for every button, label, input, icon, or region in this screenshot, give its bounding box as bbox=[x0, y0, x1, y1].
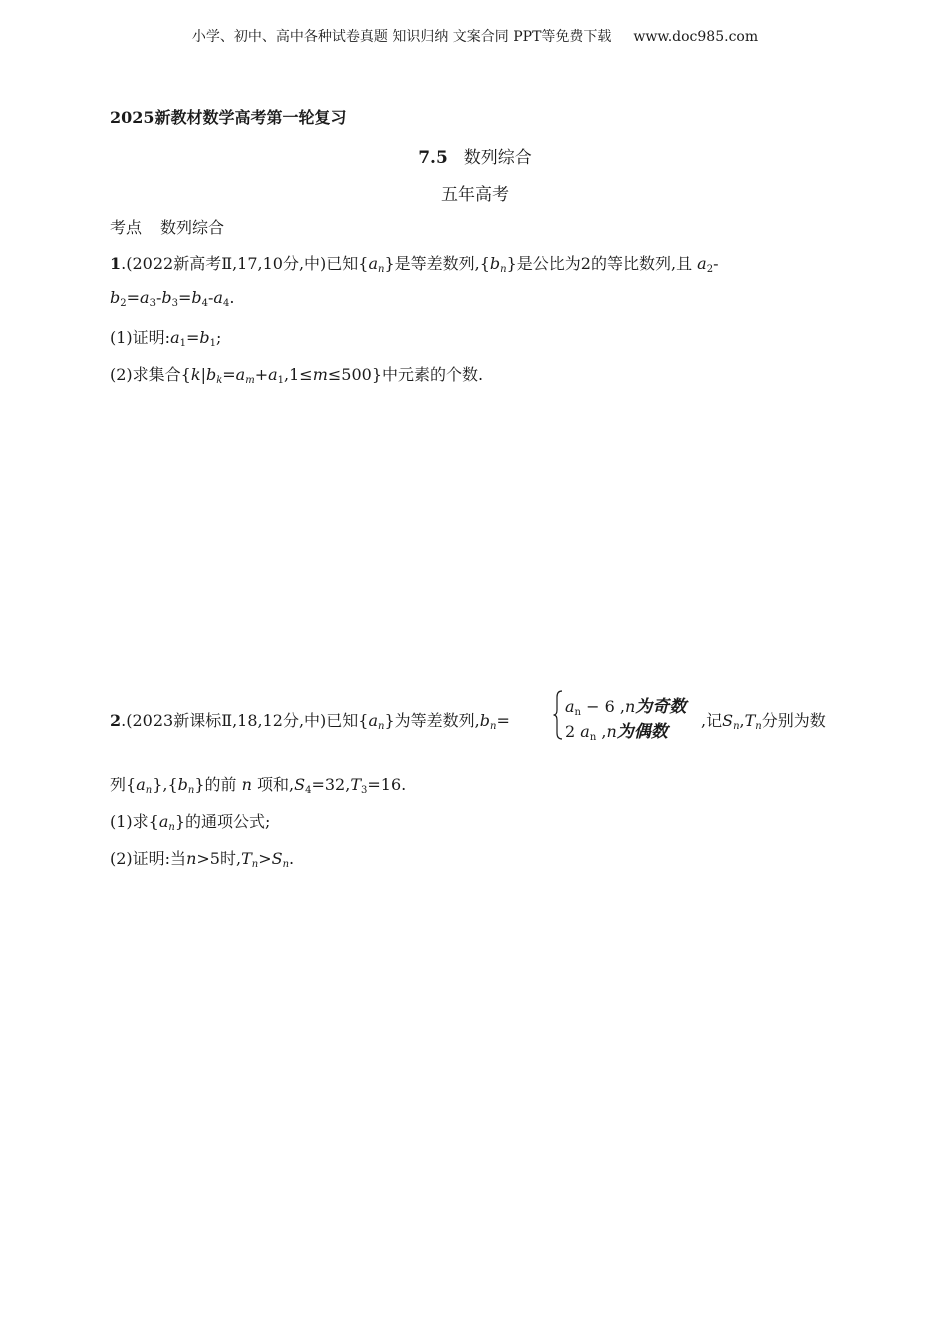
q2-text: },{ bbox=[152, 775, 178, 794]
q2-line-1a: 2.(2023新课标Ⅱ,18,12分,中)已知$\{a_n\}$为等差数列$,b_n=$ bbox=[110, 711, 510, 732]
q1-source: .(2022新高考Ⅱ,17,10分,中)已知{ bbox=[121, 254, 369, 273]
q2-number: 2 bbox=[110, 711, 122, 730]
knowledge-point bbox=[110, 215, 224, 238]
q2-text: }为等差数列, bbox=[384, 711, 480, 730]
q1-line-1: 1.(2022新高考Ⅱ,17,10分,中)已知$\{a_n\}$是等差数列$,\{b_n\}$是公比为2的等比数列,且 $a_2-$ bbox=[110, 254, 719, 275]
q2-part1-label: (1)求{ bbox=[110, 812, 159, 831]
case-odd-text: 为奇数 bbox=[635, 697, 687, 717]
piecewise-case-odd: $a_n - 6$ ,n为奇数 bbox=[565, 697, 687, 718]
q1-part2: (2)求集合$\{k|b_k=a_m+a_1,1\le m\le 500\}$中元素的个数. bbox=[110, 365, 484, 386]
knowledge-point-label: 考点 bbox=[110, 218, 143, 237]
q2-part1-end: }的通项公式; bbox=[174, 812, 271, 831]
q2-text: =32, bbox=[311, 775, 351, 794]
section-number: 7.5 bbox=[418, 148, 448, 168]
q1-text: }是等差数列,{ bbox=[384, 254, 490, 273]
q2-part2: (2)证明:当n>5时$,T_n>S_n$. bbox=[110, 849, 295, 870]
piecewise-case-even: 2 $a_n$ ,n为偶数 bbox=[565, 722, 668, 743]
q2-text: }的前 bbox=[194, 775, 237, 794]
q1-text: }是公比为2的等比数列,且 bbox=[506, 254, 693, 273]
q2-line-2: 列$\{a_n\},\{b_n\}$的前 n 项和$,S_4=32,T_3=16$. bbox=[110, 775, 407, 796]
subtitle: 五年高考 bbox=[441, 185, 509, 205]
case-even-coef: 2 bbox=[565, 722, 576, 741]
q1-part1: (1)证明$:a_1=b_1$; bbox=[110, 328, 222, 349]
q1-part1-label: (1)证明: bbox=[110, 328, 171, 347]
q2-text: 列{ bbox=[110, 775, 137, 794]
q2-line-1b: ,记$S_n,T_n$分别为数 bbox=[701, 711, 826, 732]
q2-part2-mid: >5时, bbox=[196, 849, 242, 868]
q2-text: = bbox=[496, 711, 510, 730]
left-brace-icon bbox=[553, 690, 563, 740]
page-header bbox=[0, 26, 950, 46]
q2-part2-label: (2)证明:当 bbox=[110, 849, 187, 868]
piecewise-definition bbox=[553, 690, 703, 743]
section-title: 数列综合 bbox=[463, 148, 532, 168]
case-odd-expr: − 6 , bbox=[586, 697, 625, 716]
q1-line-2: $b_2=a_3-b_3=b_4-a_4$. bbox=[110, 288, 235, 309]
header-text: 小学、初中、高中各种试卷真题 知识归纳 文案合同 PPT等免费下载 bbox=[191, 29, 612, 45]
q1-number: 1 bbox=[110, 254, 122, 273]
book-title: 2025新教材数学高考第一轮复习 bbox=[110, 108, 347, 127]
q2-part1: (1)求$\{a_n\}$的通项公式; bbox=[110, 812, 271, 833]
section-heading bbox=[0, 143, 950, 168]
case-even-text: 为偶数 bbox=[616, 722, 668, 742]
q2-source: .(2023新课标Ⅱ,18,12分,中)已知{ bbox=[121, 711, 369, 730]
knowledge-point-title: 数列综合 bbox=[160, 218, 225, 237]
q1-part2-end: }中元素的个数. bbox=[371, 365, 484, 384]
q1-part2-label: (2)求集合{ bbox=[110, 365, 191, 384]
q2-text: =16. bbox=[367, 775, 407, 794]
q2-text: 分别为数 bbox=[761, 711, 826, 730]
header-url: www.doc985.com bbox=[633, 29, 759, 45]
q2-text: 项和, bbox=[257, 775, 295, 794]
q2-text: ,记 bbox=[701, 711, 723, 730]
